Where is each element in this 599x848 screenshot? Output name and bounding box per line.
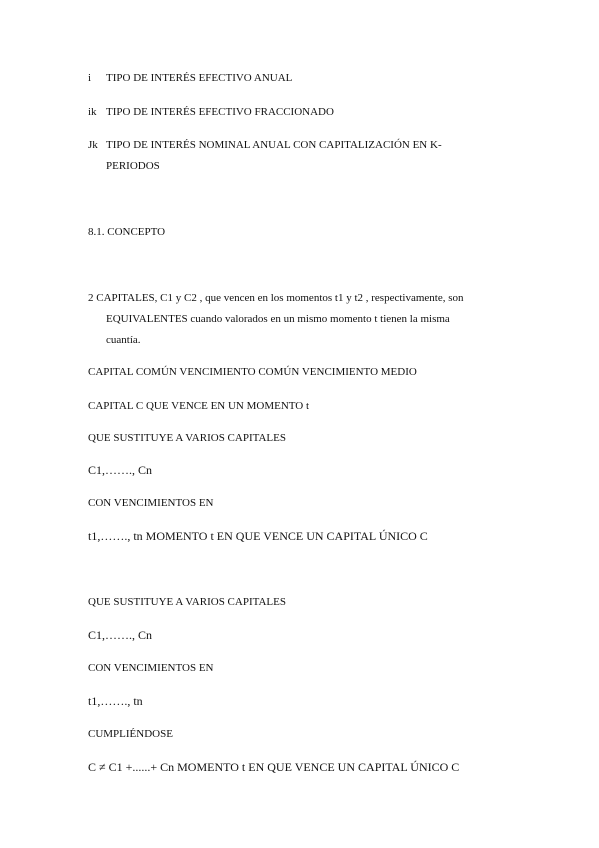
definition-text-continued: PERIODOS — [106, 160, 160, 172]
text-line: CUMPLIÉNDOSE — [88, 728, 173, 740]
paragraph-line-1: 2 CAPITALES, C1 y C2 , que vencen en los momentos t1 y t2 , respectivamente, son — [88, 292, 464, 304]
text-line: QUE SUSTITUYE A VARIOS CAPITALES — [88, 596, 286, 608]
text-line: t1,……., tn MOMENTO t EN QUE VENCE UN CAPITAL ÚNICO C — [88, 529, 428, 543]
definition-ik — [88, 106, 334, 119]
definition-symbol: Jk — [88, 139, 98, 151]
definition-text: TIPO DE INTERÉS EFECTIVO FRACCIONADO — [106, 106, 334, 118]
text-line: CAPITAL C QUE VENCE EN UN MOMENTO t — [88, 400, 310, 412]
text-line: C1,……., Cn — [88, 463, 153, 477]
definition-text: TIPO DE INTERÉS EFECTIVO ANUAL — [106, 72, 293, 84]
definition-symbol: i — [88, 72, 92, 84]
text-line: C1,……., Cn — [88, 628, 153, 642]
text-line: t1,……., tn — [88, 694, 143, 708]
definition-jk — [88, 139, 442, 152]
text-line: QUE SUSTITUYE A VARIOS CAPITALES — [88, 432, 286, 444]
text-line: CAPITAL COMÚN VENCIMIENTO COMÚN VENCIMIENTO MEDIO — [88, 366, 417, 378]
definition-i — [88, 72, 292, 85]
text-line: CON VENCIMIENTOS EN — [88, 662, 214, 674]
definition-symbol: ik — [88, 106, 97, 118]
definition-text: TIPO DE INTERÉS NOMINAL ANUAL CON CAPITALIZACIÓN EN K- — [106, 139, 442, 151]
paragraph-line-3: cuantía. — [106, 334, 141, 346]
text-line: C ≠ C1 +......+ Cn MOMENTO t EN QUE VENCE UN CAPITAL ÚNICO C — [88, 760, 460, 774]
paragraph-line-2: EQUIVALENTES cuando valorados en un mismo momento t tienen la misma — [106, 313, 450, 325]
text-line: CON VENCIMIENTOS EN — [88, 497, 214, 509]
section-heading: 8.1. CONCEPTO — [88, 226, 166, 238]
